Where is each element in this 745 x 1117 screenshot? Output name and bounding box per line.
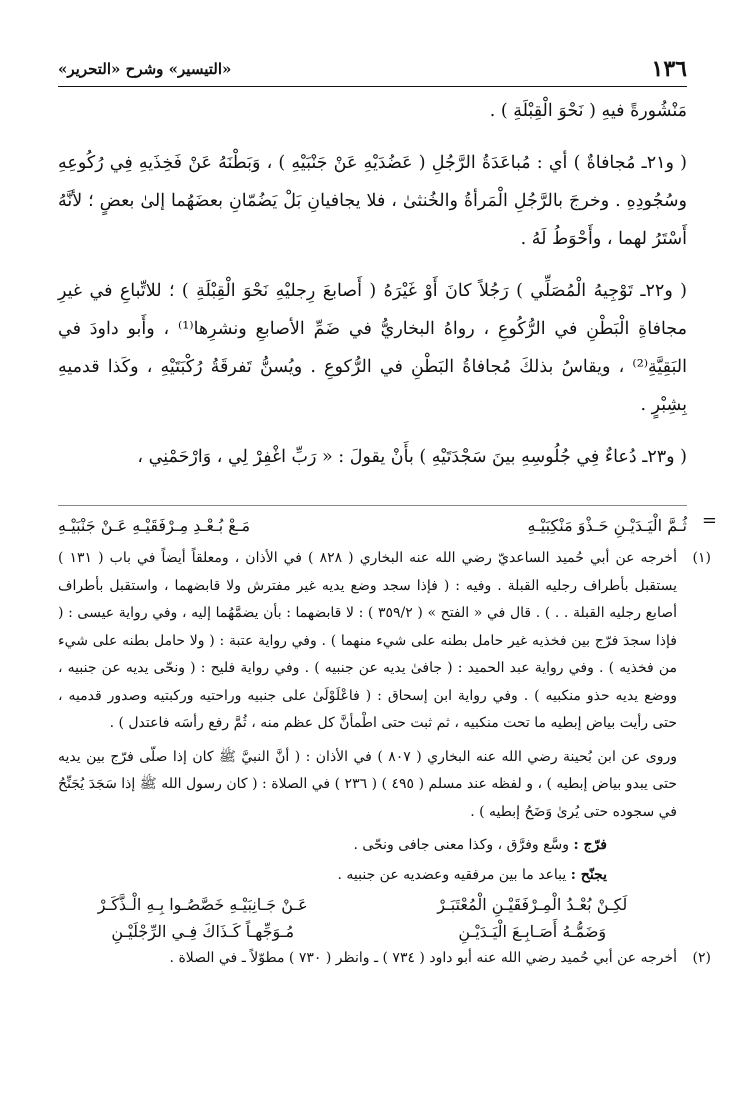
footnote-paragraph: وروى عن ابن بُحينة رضي الله عنه البخاري ( ٨٠٧ ) في الأذان : ( أنَّ النبيَّ ﷺ كان إذا صلّى فرّج بين يديه حتى يبدو بياض إبطيه ) ، و لفظه عند مسلم ( ٤٩٥ ) ( ٢٣٦ ) في الصلاة : ( كان رسول الله ﷺ إذا سَجَدَ يُجَنِّحُ في سجوده حتى يُرىٰ وَضَحُ إبطيه ) .	[58, 748, 677, 820]
poem-hemistich: مُـوَجِّهـاً كَـذَاكَ فِـي الرِّجْلَيْـنِ	[111, 922, 295, 941]
footnote-body	[58, 545, 677, 945]
poem-hemistich: وَضَمُّـهُ أَصَـابِـعَ الْيَـدَيْـنِ	[458, 922, 607, 941]
paragraph-continuation: مَنْشُورةً فيهِ ( نَحْوَ الْقِبْلَةِ ) .	[489, 101, 687, 121]
poem-hemistich: لَكِـنْ بُعْـدُ الْمِـرْفَقَيْـنِ الْمُعْتَبَـرْ	[437, 895, 628, 914]
running-title: «التيسير» وشرح «التحرير»	[58, 60, 232, 78]
footnote-verse-continuation	[58, 505, 717, 544]
main-text	[58, 92, 687, 490]
paragraph-item-21: ( و٢١ـ مُجافاةٌ ) أي : مُباعَدَةُ الرَّجُلِ ( عَضُدَيْهِ عَنْ جَنْبَيْهِ ) ، وَبَطْنَهُ عَنْ فَخِذَيهِ فِي رُكُوعِهِ وسُجُودِهِ . وخرجَ بالرَّجُلِ الْمَرأةُ والخُنثىٰ ، فلا يجافيانِ بَلْ يَضُمّانِ بعضَهُما إلىٰ بعضٍ ؛ لأنَّهُ أَسْتَرُ لهما ، وأَحْوَطُ لَهُ .	[58, 153, 687, 249]
footnote-number: (١)	[692, 550, 711, 566]
gloss-line	[58, 862, 677, 890]
continuation-marker: =	[701, 510, 717, 531]
paragraph-item-23: ( و٢٣ـ دُعاءٌ فِي جُلُوسِهِ بينَ سَجْدَتَيْهِ ) بأَنْ يقولَ : « رَبِّ اغْفِرْ لِي ، وَارْحَمْنِي ،	[137, 447, 687, 467]
poem	[58, 891, 677, 945]
page-header	[58, 52, 687, 87]
footnotes	[58, 545, 711, 973]
gloss-definition: يباعد ما بين مرفقيه وعضديه عن جنبيه .	[337, 866, 567, 883]
gloss-term: يجنّح :	[570, 866, 607, 883]
paragraph-item-22: ( و٢٢ـ تَوْجِيهُ الْمُصَلِّي ) رَجُلاً كانَ أَوْ غَيْرَهُ ( أَصابعَ رِجليْهِ نَحْوَ الْقِبْلَةِ ) ؛ للاتِّباعِ في غيرِ مجافاةِ الْبَطْنِ في الرُّكُوعِ ، رواهُ البخاريُّ في ضَمِّ الأصابعِ ونشرِها⁽¹⁾ ، وأَبو داودَ في البَقِيَّةِ⁽²⁾ ، ويقاسُ بذلكَ مُجافاةُ البَطْنِ في الرُّكوعِ . ويُسنُّ تَفرقَةُ رُكْبَتَيْهِ ، وكَذا قدميهِ بِشِبْرٍ .	[58, 281, 687, 415]
footnote-1	[58, 545, 711, 945]
poem-hemistich: عَـنْ جَـانِبَيْـهِ خَصَّصُـوا بِـهِ الْـذَّكَـرْ	[97, 895, 308, 914]
footnote-body: أخرجه عن أبي حُميد رضي الله عنه أبو داود ( ٧٣٤ ) ـ وانظر ( ٧٣٠ ) مطوّلاً ـ في الصلاة .	[169, 950, 677, 966]
gloss-line	[58, 832, 677, 860]
verse-first-hemistich: ثُـمَّ الْيَـدَيْـنِ حَـذْوَ مَنْكِبَيْـهِ	[527, 515, 687, 535]
gloss-definition: وسَّع وفرَّق ، وكذا معنى جافى ونحّى .	[353, 837, 570, 853]
page-number: ١٣٦	[651, 56, 687, 82]
footnote-2	[58, 945, 711, 973]
gloss-term: فرّج :	[573, 837, 607, 853]
verse-second-hemistich: مَـعْ بُـعْـدِ مِـرْفَقَيْـهِ عَـنْ جَنْبَيْـهِ	[58, 515, 251, 535]
footnote-paragraph: أخرجه عن أبي حُميد الساعديّ رضي الله عنه البخاري ( ٨٢٨ ) في الأذان ، ومعلقاً أيضاً في باب ( ١٣١ ) يستقبل بأطراف رجليه القبلة . وفيه : ( فإذا سجد وضع يديه غير مفترش ولا قابضهما ، واستقبل بأطراف أصابع رجليه القبلة . . ) . قال في « الفتح » ( ٣٥٩/٢ ) : لا قابضهما : بأن يضمَّهُما إليه ، وفي رواية عيسى : ( فإذا سجدَ فرّج بين فخذيه غير حامل بطنه على شيء منهما ) . وفي رواية عتبة : ( ولا حامل بطنه على شيء من فخذيه ) . وفي رواية عبد الحميد : ( جافىٰ يديه عن جنبيه ) . وفي رواية فليح : ( ونحّى يديه عن جنبيه ، ووضع يديه حذو منكبيه ) . وفي رواية ابن إسحاق : ( فاعْلَوْلَىٰ على جنبيه وراحتيه وركبتيه وصدور قدميه ، حتى رأيت بياض إبطيه ما تحت منكبيه ، ثم ثبت حتى اطْمأنَّ كل عظم منه ، ثُمَّ رفع رأسَه فاعتدل ) .	[58, 550, 677, 731]
footnote-number: (٢)	[692, 950, 711, 966]
